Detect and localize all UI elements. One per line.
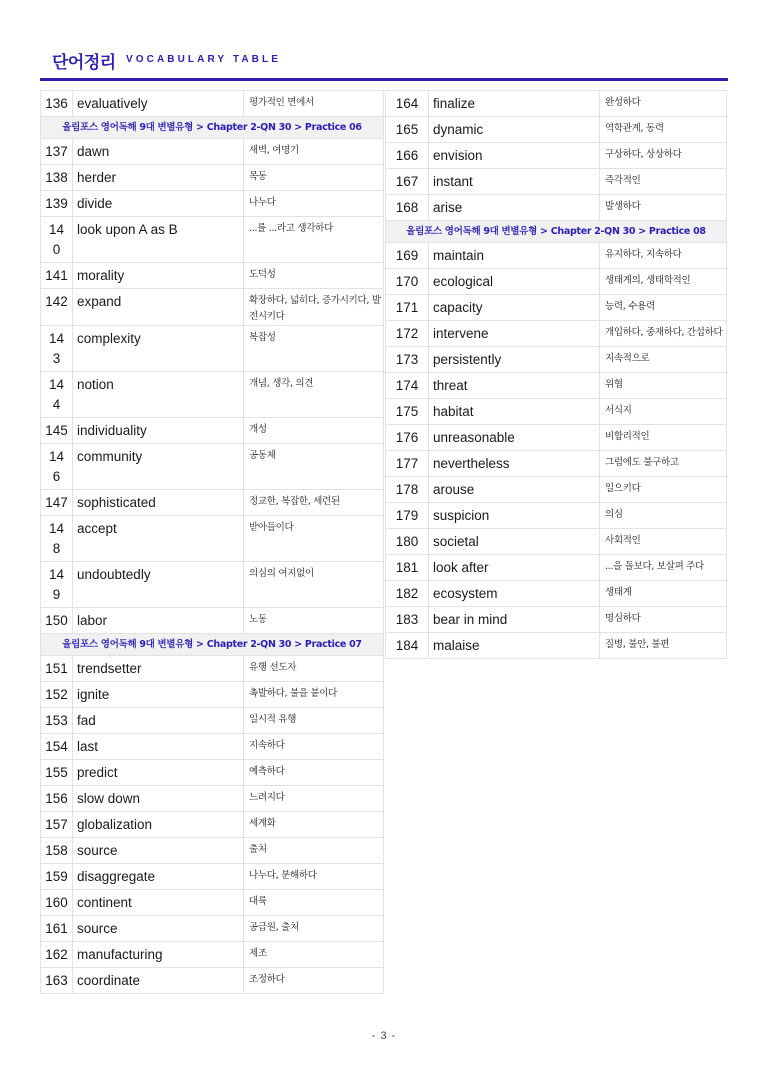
vocab-row bbox=[386, 633, 727, 659]
vocab-meaning: 노동 bbox=[244, 608, 384, 634]
vocab-word: persistently bbox=[429, 347, 600, 373]
vocab-word: unreasonable bbox=[429, 425, 600, 451]
vocab-row bbox=[386, 555, 727, 581]
vocab-row bbox=[41, 786, 384, 812]
vocab-meaning: 의심의 여지없이 bbox=[244, 562, 384, 608]
vocab-meaning: 촉발하다, 불을 붙이다 bbox=[244, 682, 384, 708]
vocab-meaning: 세계화 bbox=[244, 812, 384, 838]
vocab-word: globalization bbox=[73, 812, 244, 838]
vocab-number: 164 bbox=[386, 91, 429, 117]
vocab-word: undoubtedly bbox=[73, 562, 244, 608]
vocab-row bbox=[386, 477, 727, 503]
vocab-row bbox=[41, 263, 384, 289]
vocab-row bbox=[41, 916, 384, 942]
vocab-meaning: 예측하다 bbox=[244, 760, 384, 786]
vocab-number: 183 bbox=[386, 607, 429, 633]
vocab-row bbox=[41, 418, 384, 444]
vocab-word: ecosystem bbox=[429, 581, 600, 607]
vocab-meaning: 사회적인 bbox=[600, 529, 727, 555]
vocab-number: 165 bbox=[386, 117, 429, 143]
vocab-meaning: 평가적인 면에서 bbox=[244, 91, 384, 117]
vocab-meaning: 지속적으로 bbox=[600, 347, 727, 373]
vocab-number: 146 bbox=[41, 444, 73, 490]
vocab-number: 162 bbox=[41, 942, 73, 968]
vocab-number: 174 bbox=[386, 373, 429, 399]
vocab-row bbox=[41, 516, 384, 562]
vocab-number: 140 bbox=[41, 217, 73, 263]
vocab-number: 173 bbox=[386, 347, 429, 373]
vocab-number: 172 bbox=[386, 321, 429, 347]
vocab-word: herder bbox=[73, 165, 244, 191]
vocab-meaning: 개성 bbox=[244, 418, 384, 444]
vocab-number: 180 bbox=[386, 529, 429, 555]
vocab-meaning: 비합리적인 bbox=[600, 425, 727, 451]
vocab-word: sophisticated bbox=[73, 490, 244, 516]
vocab-number: 136 bbox=[41, 91, 73, 117]
vocab-word: last bbox=[73, 734, 244, 760]
vocab-meaning: 출처 bbox=[244, 838, 384, 864]
vocab-word: intervene bbox=[429, 321, 600, 347]
vocab-row bbox=[41, 191, 384, 217]
vocab-row bbox=[41, 890, 384, 916]
vocab-number: 176 bbox=[386, 425, 429, 451]
vocab-number: 166 bbox=[386, 143, 429, 169]
vocab-meaning: 확장하다, 넓히다, 증가시키다, 발전시키다 bbox=[244, 289, 384, 326]
vocab-meaning: 도덕성 bbox=[244, 263, 384, 289]
vocab-word: complexity bbox=[73, 326, 244, 372]
vocab-row bbox=[386, 295, 727, 321]
vocab-meaning: 서식지 bbox=[600, 399, 727, 425]
vocab-number: 154 bbox=[41, 734, 73, 760]
vocab-row bbox=[41, 165, 384, 191]
vocab-meaning: 구상하다, 상상하다 bbox=[600, 143, 727, 169]
vocab-word: expand bbox=[73, 289, 244, 326]
vocab-word: ecological bbox=[429, 269, 600, 295]
vocab-meaning: 유지하다, 지속하다 bbox=[600, 243, 727, 269]
vocab-table-right bbox=[385, 90, 727, 659]
vocab-number: 159 bbox=[41, 864, 73, 890]
vocab-row bbox=[386, 321, 727, 347]
vocab-meaning: 명심하다 bbox=[600, 607, 727, 633]
page-number: - 3 - bbox=[371, 1030, 397, 1042]
vocab-number: 141 bbox=[41, 263, 73, 289]
vocab-number: 170 bbox=[386, 269, 429, 295]
vocab-meaning: 느려지다 bbox=[244, 786, 384, 812]
vocab-meaning: 즉각적인 bbox=[600, 169, 727, 195]
vocab-number: 179 bbox=[386, 503, 429, 529]
vocab-meaning: 받아들이다 bbox=[244, 516, 384, 562]
vocab-number: 178 bbox=[386, 477, 429, 503]
vocab-row bbox=[41, 968, 384, 994]
vocab-meaning: ...를 ...라고 생각하다 bbox=[244, 217, 384, 263]
vocab-row bbox=[386, 243, 727, 269]
vocab-number: 151 bbox=[41, 656, 73, 682]
vocab-row bbox=[41, 444, 384, 490]
vocab-word: manufacturing bbox=[73, 942, 244, 968]
section-header-label: 올림포스 영어독해 9대 변별유형 > Chapter 2-QN 30 > Practice 08 bbox=[386, 221, 727, 243]
vocab-word: suspicion bbox=[429, 503, 600, 529]
vocab-meaning: 조정하다 bbox=[244, 968, 384, 994]
vocab-row bbox=[41, 490, 384, 516]
vocab-row bbox=[41, 91, 384, 117]
vocab-number: 149 bbox=[41, 562, 73, 608]
vocab-number: 155 bbox=[41, 760, 73, 786]
vocab-meaning: 위협 bbox=[600, 373, 727, 399]
vocab-word: continent bbox=[73, 890, 244, 916]
section-header-row bbox=[41, 634, 384, 656]
vocab-meaning: 의심 bbox=[600, 503, 727, 529]
vocab-meaning: 새벽, 여명기 bbox=[244, 139, 384, 165]
vocab-meaning: 나누다, 분해하다 bbox=[244, 864, 384, 890]
vocab-word: community bbox=[73, 444, 244, 490]
vocab-word: fad bbox=[73, 708, 244, 734]
vocab-meaning: 정교한, 복잡한, 세련된 bbox=[244, 490, 384, 516]
vocab-number: 169 bbox=[386, 243, 429, 269]
vocab-word: morality bbox=[73, 263, 244, 289]
vocab-row bbox=[41, 289, 384, 326]
vocab-word: ignite bbox=[73, 682, 244, 708]
section-header-label: 올림포스 영어독해 9대 변별유형 > Chapter 2-QN 30 > Practice 06 bbox=[41, 117, 384, 139]
vocab-number: 161 bbox=[41, 916, 73, 942]
vocab-meaning: 능력, 수용력 bbox=[600, 295, 727, 321]
vocab-word: trendsetter bbox=[73, 656, 244, 682]
vocab-number: 158 bbox=[41, 838, 73, 864]
vocab-number: 142 bbox=[41, 289, 73, 326]
vocab-number: 182 bbox=[386, 581, 429, 607]
vocab-number: 147 bbox=[41, 490, 73, 516]
vocab-row bbox=[41, 760, 384, 786]
vocab-number: 167 bbox=[386, 169, 429, 195]
vocab-meaning: 일시적 유행 bbox=[244, 708, 384, 734]
vocab-row bbox=[41, 562, 384, 608]
vocab-number: 175 bbox=[386, 399, 429, 425]
vocab-word: instant bbox=[429, 169, 600, 195]
vocab-word: bear in mind bbox=[429, 607, 600, 633]
vocab-row bbox=[386, 373, 727, 399]
vocab-meaning: 그럼에도 불구하고 bbox=[600, 451, 727, 477]
vocab-word: coordinate bbox=[73, 968, 244, 994]
vocab-number: 139 bbox=[41, 191, 73, 217]
vocab-number: 163 bbox=[41, 968, 73, 994]
vocab-number: 177 bbox=[386, 451, 429, 477]
vocab-meaning: 목동 bbox=[244, 165, 384, 191]
page-title: 단어정리 bbox=[52, 53, 116, 73]
vocab-row bbox=[386, 529, 727, 555]
vocab-word: societal bbox=[429, 529, 600, 555]
vocab-row bbox=[386, 503, 727, 529]
vocab-row bbox=[41, 942, 384, 968]
vocab-row bbox=[41, 864, 384, 890]
vocab-number: 152 bbox=[41, 682, 73, 708]
vocab-word: notion bbox=[73, 372, 244, 418]
vocab-meaning: 공동체 bbox=[244, 444, 384, 490]
vocab-row bbox=[386, 117, 727, 143]
vocab-word: arise bbox=[429, 195, 600, 221]
vocab-number: 184 bbox=[386, 633, 429, 659]
vocab-number: 137 bbox=[41, 139, 73, 165]
vocab-meaning: 개입하다, 중재하다, 간섭하다 bbox=[600, 321, 727, 347]
vocab-word: accept bbox=[73, 516, 244, 562]
vocab-number: 143 bbox=[41, 326, 73, 372]
vocab-word: look upon A as B bbox=[73, 217, 244, 263]
vocab-number: 157 bbox=[41, 812, 73, 838]
vocab-meaning: 유행 선도자 bbox=[244, 656, 384, 682]
vocab-row bbox=[41, 708, 384, 734]
vocab-word: labor bbox=[73, 608, 244, 634]
vocab-number: 144 bbox=[41, 372, 73, 418]
vocab-word: look after bbox=[429, 555, 600, 581]
vocab-row bbox=[41, 656, 384, 682]
vocab-meaning: 생태계 bbox=[600, 581, 727, 607]
vocab-word: capacity bbox=[429, 295, 600, 321]
vocab-meaning: 생태계의, 생태학적인 bbox=[600, 269, 727, 295]
page-header bbox=[40, 46, 728, 81]
vocab-table-left bbox=[40, 90, 384, 994]
vocab-word: dynamic bbox=[429, 117, 600, 143]
vocab-word: habitat bbox=[429, 399, 600, 425]
vocab-meaning: 발생하다 bbox=[600, 195, 727, 221]
vocab-meaning: 나누다 bbox=[244, 191, 384, 217]
vocab-number: 181 bbox=[386, 555, 429, 581]
vocab-meaning: 공급원, 출처 bbox=[244, 916, 384, 942]
vocab-number: 156 bbox=[41, 786, 73, 812]
vocab-row bbox=[41, 217, 384, 263]
vocab-row bbox=[386, 169, 727, 195]
vocab-word: malaise bbox=[429, 633, 600, 659]
vocab-word: individuality bbox=[73, 418, 244, 444]
vocab-meaning: 지속하다 bbox=[244, 734, 384, 760]
vocab-word: dawn bbox=[73, 139, 244, 165]
vocab-meaning: ...을 돌보다, 보살펴 주다 bbox=[600, 555, 727, 581]
vocab-word: divide bbox=[73, 191, 244, 217]
vocab-word: predict bbox=[73, 760, 244, 786]
vocab-row bbox=[41, 812, 384, 838]
vocab-word: source bbox=[73, 838, 244, 864]
vocab-word: source bbox=[73, 916, 244, 942]
vocab-word: evaluatively bbox=[73, 91, 244, 117]
vocab-meaning: 질병, 불안, 불편 bbox=[600, 633, 727, 659]
vocab-word: finalize bbox=[429, 91, 600, 117]
vocab-meaning: 대륙 bbox=[244, 890, 384, 916]
vocab-word: envision bbox=[429, 143, 600, 169]
vocab-row bbox=[386, 269, 727, 295]
vocab-word: disaggregate bbox=[73, 864, 244, 890]
vocab-word: arouse bbox=[429, 477, 600, 503]
vocab-row bbox=[41, 682, 384, 708]
vocab-meaning: 일으키다 bbox=[600, 477, 727, 503]
vocab-row bbox=[41, 608, 384, 634]
vocab-meaning: 완성하다 bbox=[600, 91, 727, 117]
vocab-row bbox=[41, 139, 384, 165]
vocab-row bbox=[386, 425, 727, 451]
vocab-number: 153 bbox=[41, 708, 73, 734]
vocab-number: 145 bbox=[41, 418, 73, 444]
vocab-number: 138 bbox=[41, 165, 73, 191]
vocab-row bbox=[386, 91, 727, 117]
vocab-row bbox=[41, 838, 384, 864]
vocab-row bbox=[386, 399, 727, 425]
vocab-row bbox=[386, 451, 727, 477]
section-header-row bbox=[41, 117, 384, 139]
vocab-meaning: 개념, 생각, 의견 bbox=[244, 372, 384, 418]
vocab-number: 168 bbox=[386, 195, 429, 221]
vocab-number: 150 bbox=[41, 608, 73, 634]
vocab-row bbox=[386, 347, 727, 373]
vocab-word: maintain bbox=[429, 243, 600, 269]
vocab-row bbox=[386, 143, 727, 169]
vocab-table-left-body bbox=[41, 91, 384, 994]
vocab-row bbox=[41, 734, 384, 760]
vocab-row bbox=[386, 607, 727, 633]
section-header-label: 올림포스 영어독해 9대 변별유형 > Chapter 2-QN 30 > Practice 07 bbox=[41, 634, 384, 656]
vocab-number: 148 bbox=[41, 516, 73, 562]
vocab-row bbox=[41, 326, 384, 372]
vocab-number: 171 bbox=[386, 295, 429, 321]
page-subtitle: VOCABULARY TABLE bbox=[126, 54, 281, 65]
vocab-word: threat bbox=[429, 373, 600, 399]
vocab-meaning: 복잡성 bbox=[244, 326, 384, 372]
vocab-table-right-body bbox=[386, 91, 727, 659]
section-header-row bbox=[386, 221, 727, 243]
vocab-row bbox=[386, 581, 727, 607]
vocab-meaning: 제조 bbox=[244, 942, 384, 968]
vocab-number: 160 bbox=[41, 890, 73, 916]
vocab-row bbox=[41, 372, 384, 418]
vocab-row bbox=[386, 195, 727, 221]
vocab-word: nevertheless bbox=[429, 451, 600, 477]
vocab-meaning: 역학관계, 동력 bbox=[600, 117, 727, 143]
vocab-word: slow down bbox=[73, 786, 244, 812]
